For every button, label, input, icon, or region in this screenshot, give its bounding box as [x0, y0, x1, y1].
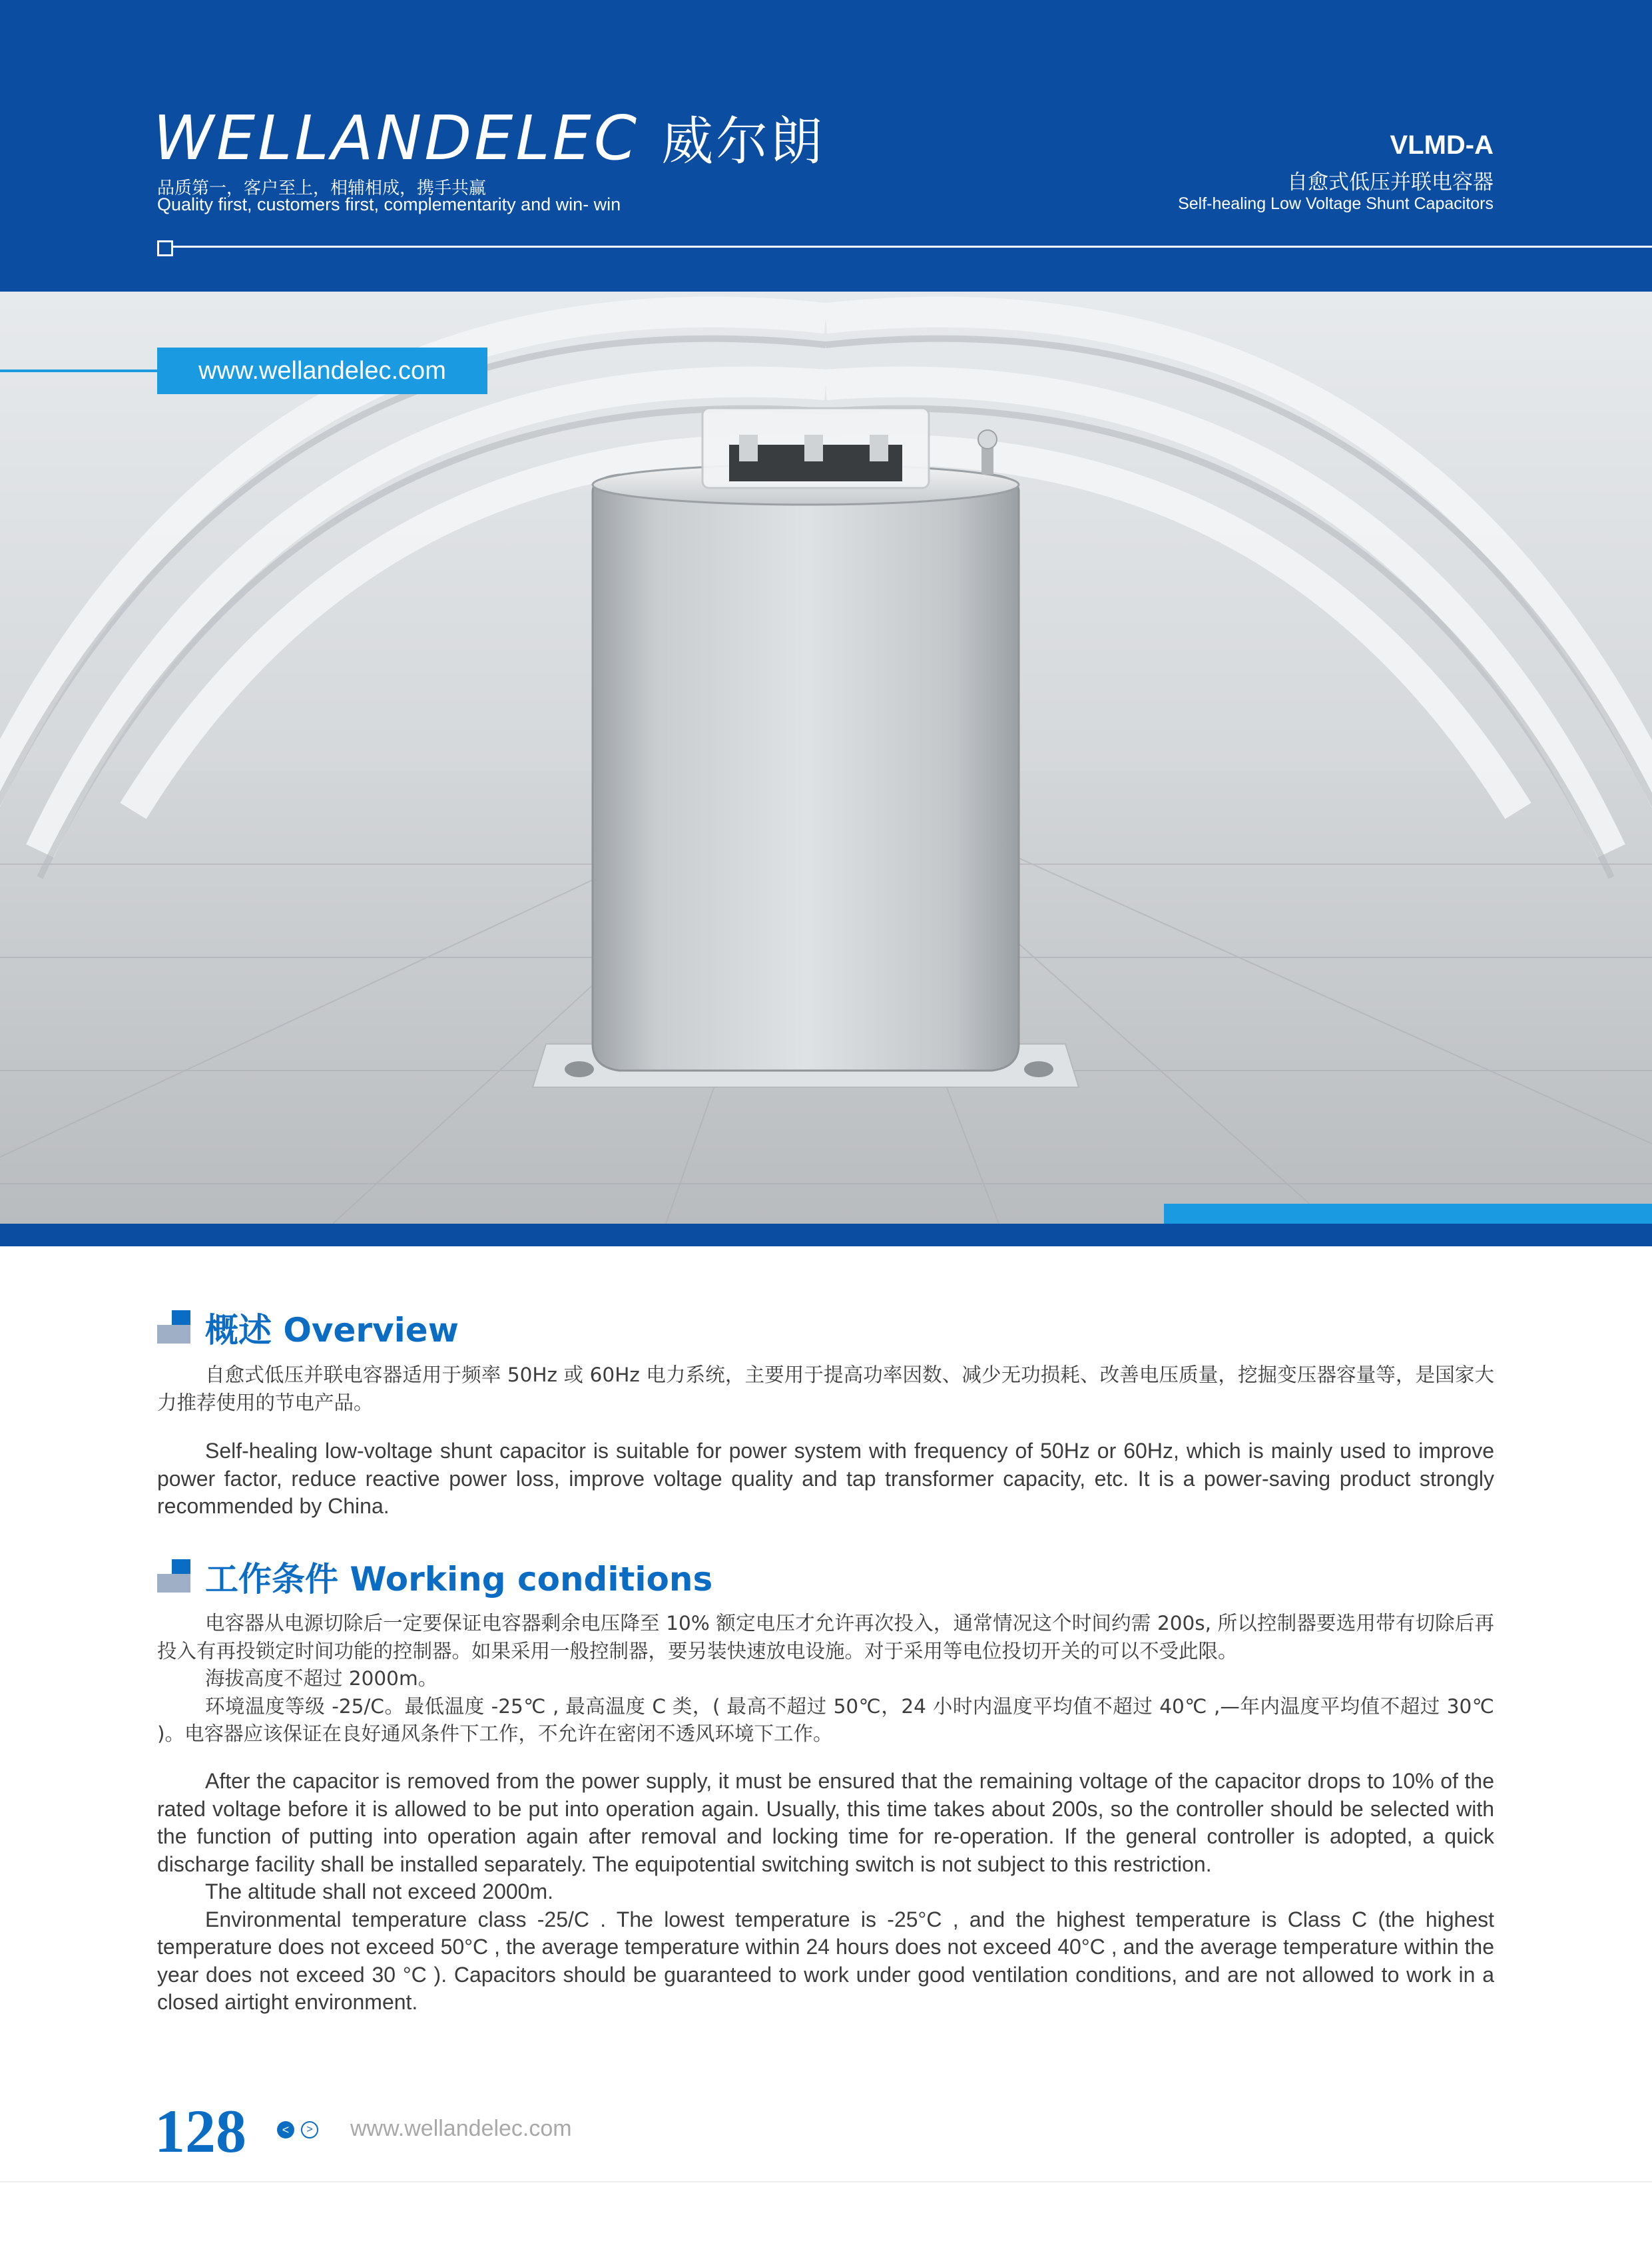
section-square-icon — [157, 1310, 190, 1344]
overview-paragraph-en: Self-healing low-voltage shunt capacitor is suitable for power system with frequency of 50Hz or 60Hz, which is mainly used to improve power factor, reduce reactive power loss, improve voltage quality and tap transformer capacity, etc. It is a power-saving product strongly recommended by China. — [157, 1439, 1494, 1518]
section-square-icon — [157, 1559, 190, 1593]
model-code: VLMD-A — [1390, 130, 1494, 160]
brand-logo — [153, 100, 825, 174]
header-divider — [173, 246, 1652, 248]
previous-page-icon[interactable]: < — [277, 2121, 294, 2138]
working-conditions-text-en — [157, 1768, 1494, 2017]
working-paragraph-en-1: After the capacitor is removed from the power supply, it must be ensured that the remaining voltage of the capacitor drops to 10% of the rated voltage before it is allowed to be put into operation again. Usually, this time takes about 200s, so the controller should be selected with the function of putting into operation again after removal and locking time for re-operation. If the general controller is adopted, a quick discharge facility shall be installed separately. The equipotential switching switch is not subject to this restriction. — [157, 1769, 1494, 1876]
footer-website[interactable]: www.wellandelec.com — [350, 2116, 572, 2141]
page-number: 128 — [154, 2097, 246, 2165]
working-paragraph-cn-3: 环境温度等级 -25/C。最低温度 -25℃ , 最高温度 C 类，( 最高不超过 50℃，24 小时内温度平均值不超过 40℃ ,—年内温度平均值不超过 30℃ )。电容器应该保证在良好通风条件下工作，不允许在密闭不透风环境下工作。 — [157, 1694, 1494, 1745]
hero-image — [0, 292, 1652, 1224]
overview-title: 概述 Overview — [205, 1311, 459, 1350]
brand-name-cn: 威尔朗 — [661, 112, 826, 172]
slogan-cn: 品质第一，客户至上，相辅相成，携手共赢 — [157, 178, 487, 198]
product-name-en: Self-healing Low Voltage Shunt Capacitors — [1178, 194, 1494, 213]
url-accent-line — [0, 370, 160, 372]
footer-divider — [0, 2181, 1652, 2182]
hero-accent-bar — [1164, 1204, 1652, 1225]
brand-name-en: WELLANDELEC — [153, 103, 639, 174]
working-paragraph-en-2: The altitude shall not exceed 2000m. — [205, 1879, 553, 1903]
overview-text-cn — [157, 1362, 1494, 1417]
working-paragraph-cn-1: 电容器从电源切除后一定要保证电容器剩余电压降至 10% 额定电压才允许再次投入，通常情况这个时间约需 200s, 所以控制器要选用带有切除后再投入有再投锁定时间功能的控制器。如果采用一般控制器，要另装快速放电设施。对于采用等电位投切开关的可以不受此限。 — [157, 1612, 1494, 1662]
next-page-icon[interactable]: > — [301, 2121, 318, 2138]
working-paragraph-en-3: Environmental temperature class -25/C . The lowest temperature is -25°C , and the highest temperature is Class C (the highest temperature does not exceed 50°C , the average temperature within 24 hours does not exceed 40°C , and the average temperature within the year does not exceed 30 °C ). Capacitors should be guaranteed to work under good ventilation conditions, and are not allowed to work in a closed airtight environment. — [157, 1907, 1494, 2014]
slogan-en: Quality first, customers first, complementarity and win- win — [157, 194, 621, 214]
hero-bottom-bar — [0, 1224, 1652, 1246]
overview-text-en — [157, 1437, 1494, 1521]
working-conditions-title: 工作条件 Working conditions — [205, 1560, 713, 1599]
header-square-icon — [157, 240, 173, 256]
website-badge[interactable]: www.wellandelec.com — [157, 348, 487, 394]
working-paragraph-cn-2: 海拔高度不超过 2000m。 — [205, 1667, 438, 1690]
working-conditions-text-cn — [157, 1610, 1494, 1748]
overview-paragraph-cn: 自愈式低压并联电容器适用于频率 50Hz 或 60Hz 电力系统，主要用于提高功率因数、减少无功损耗、改善电压质量，挖掘变压器容量等，是国家大力推荐使用的节电产品。 — [157, 1364, 1494, 1414]
hero-illustration — [0, 292, 1652, 1224]
product-name-cn: 自愈式低压并联电容器 — [1287, 170, 1494, 194]
